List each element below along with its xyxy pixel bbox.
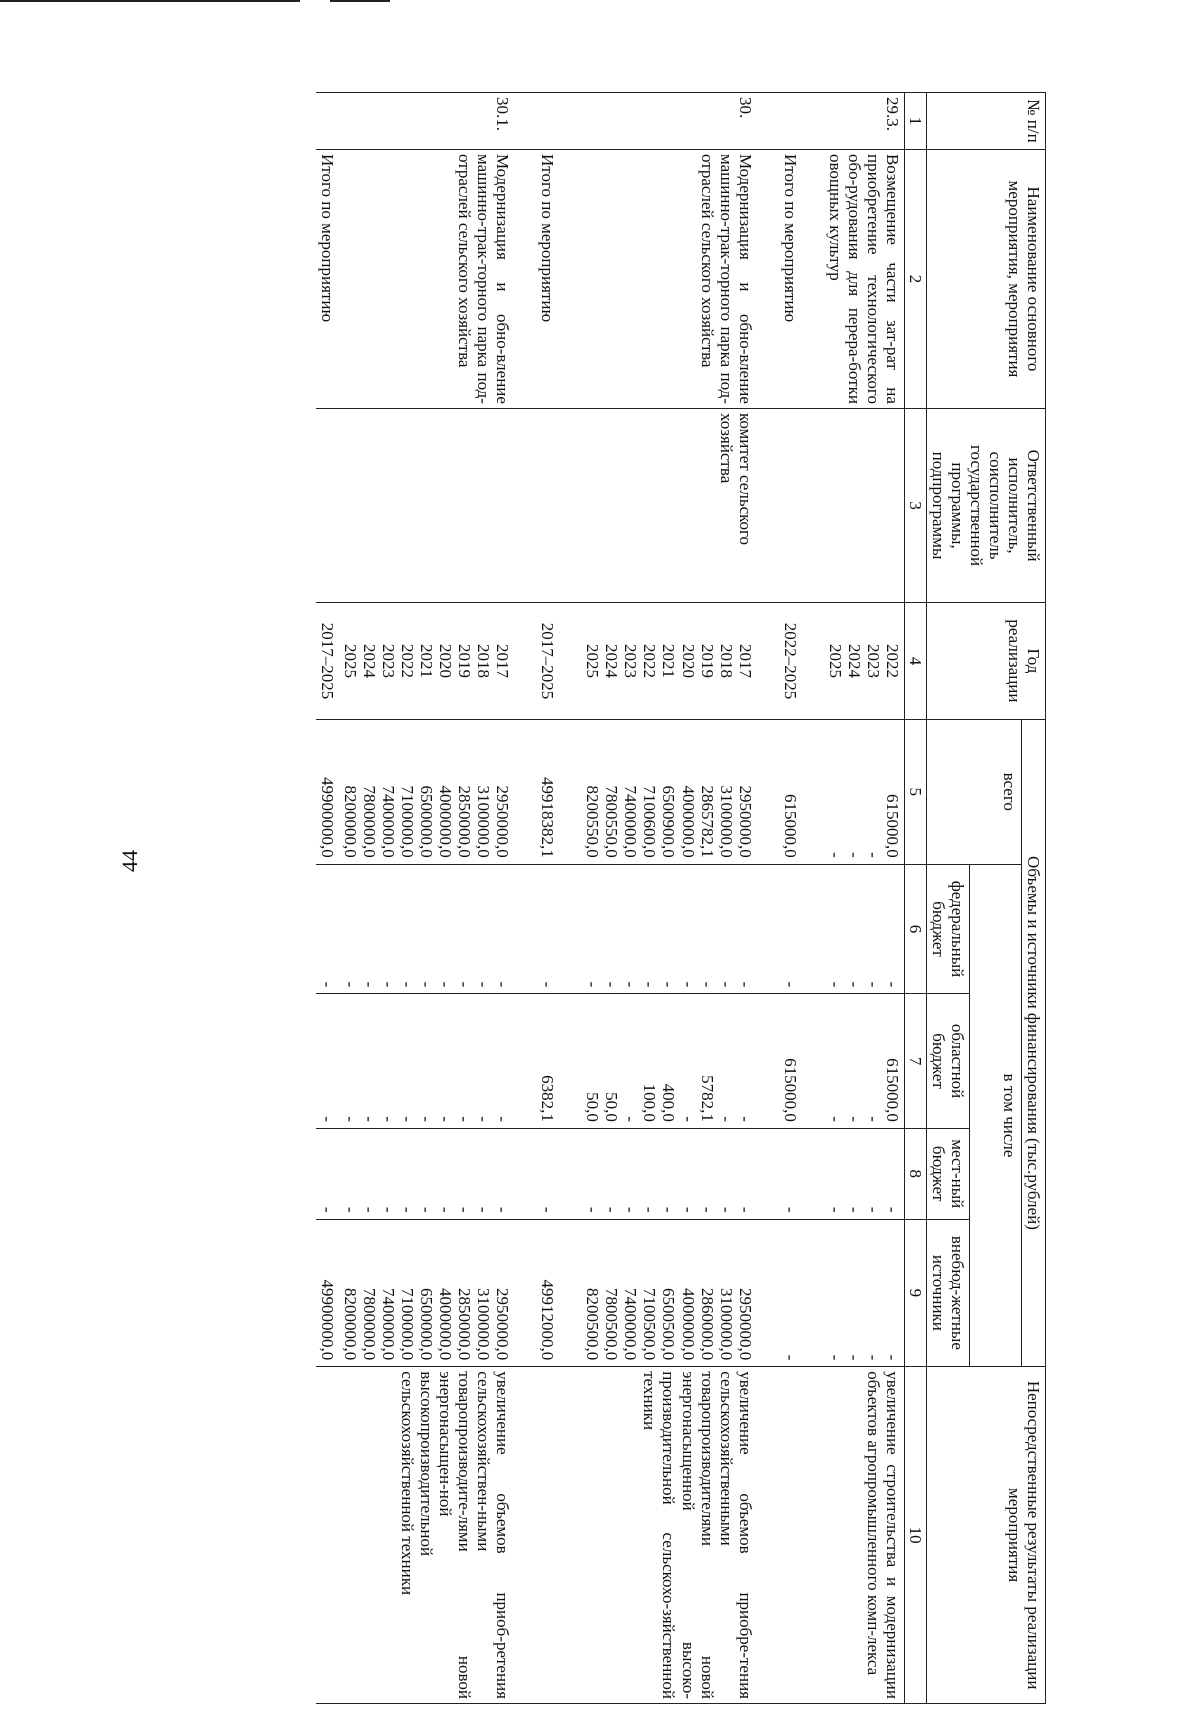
- extrabudget-amount: -: [779, 1219, 802, 1367]
- table-row-total: [779, 93, 802, 1704]
- measure-name: Итого по мероприятию: [779, 149, 802, 408]
- measure-name: Модернизация и обно-вление машинно-трак-торного парка под-отраслей сельского хозяйства: [339, 149, 514, 408]
- executor: [316, 408, 339, 602]
- result-text: увеличение объемов приобре-тения сельскохозяйственными товаропроизводителями новой энергонасыщенной высоко-производительной сельскохо-зяйственной техники: [581, 1367, 756, 1704]
- budget-table-sheet: [162, 92, 1046, 1704]
- row-number: 30.: [581, 93, 756, 150]
- result-text: увеличение объемов приоб-ретения сельскохозяйствен-ными товаропроизводите-лями новой энергонасыщен-ной высокопроизводительной сельскохозяйственной техники: [339, 1367, 514, 1704]
- page-number: 44: [117, 850, 142, 872]
- years: 2022 2023 2024 2025: [824, 603, 905, 720]
- years: 2017 2018 2019 2020 2021 2022 2023 2024 2025: [339, 603, 514, 720]
- local-amount: -: [316, 1128, 339, 1219]
- executor: комитет сельского хозяйства: [581, 408, 756, 602]
- measure-name: Итого по мероприятию: [316, 149, 339, 408]
- total-amount: 2950000,0 3100000,0 2850000,0 4000000,0 6500000,0 7100000,0 7400000,0 7800000,0 8200000,0: [339, 719, 514, 864]
- budget-table: [316, 92, 1046, 1704]
- local-amount: - - - - - - - - -: [339, 1128, 514, 1219]
- regional-amount: - - 5782,1 - 400,0 100,0 - 50,0 50,0: [581, 994, 756, 1129]
- column-number: 5: [904, 719, 926, 864]
- column-number: 10: [904, 1367, 926, 1704]
- executor: [339, 408, 514, 602]
- table-row: [824, 93, 905, 1704]
- header-executor: Ответственный исполнитель, соисполнитель государственной программы, подпрограммы: [926, 408, 1045, 602]
- federal-amount: -: [316, 864, 339, 993]
- federal-amount: -: [536, 864, 559, 993]
- scan-edge-line: [330, 0, 390, 2]
- table-row-total: [316, 93, 339, 1704]
- column-number: 2: [904, 149, 926, 408]
- regional-amount: 615000,0 - - -: [824, 994, 905, 1129]
- extrabudget-amount: 49900000,0: [316, 1219, 339, 1367]
- header-funding: Объемы и источники финансирования (тыс.рублей): [1021, 719, 1045, 1367]
- header-extrabudget: внебюд-жетные источники: [926, 1219, 969, 1367]
- spacer-row: [757, 93, 779, 1704]
- local-amount: - - - - - - - - -: [581, 1128, 756, 1219]
- spacer-row: [559, 93, 581, 1704]
- regional-amount: - - - - - - - - -: [339, 994, 514, 1129]
- years: 2017–2025: [536, 603, 559, 720]
- executor: [536, 408, 559, 602]
- row-number: [536, 93, 559, 150]
- header-total: всего: [926, 719, 1021, 864]
- measure-name: Модернизация и обно-вление машинно-трак-торного парка под-отраслей сельского хозяйства: [581, 149, 756, 408]
- column-number: 7: [904, 994, 926, 1129]
- column-number: 3: [904, 408, 926, 602]
- federal-amount: -: [779, 864, 802, 993]
- row-number: [316, 93, 339, 150]
- federal-amount: - - - -: [824, 864, 905, 993]
- column-number: 1: [904, 93, 926, 150]
- regional-amount: 615000,0: [779, 994, 802, 1129]
- result-text: [779, 1367, 802, 1704]
- measure-name: Возмещение части зат-рат на приобретение технологического обо-рудования для перера-ботки овощных культур: [824, 149, 905, 408]
- result-text: [316, 1367, 339, 1704]
- federal-amount: - - - - - - - - -: [581, 864, 756, 993]
- header-results: Непосредственные результаты реализации мероприятия: [926, 1367, 1045, 1704]
- spacer-row: [802, 93, 824, 1704]
- column-number: 4: [904, 603, 926, 720]
- extrabudget-amount: 2950000,0 3100000,0 2850000,0 4000000,0 6500000,0 7100000,0 7400000,0 7800000,0 8200000,0: [339, 1219, 514, 1367]
- spacer-row: [514, 93, 536, 1704]
- row-number: 29.3.: [824, 93, 905, 150]
- federal-amount: - - - - - - - - -: [339, 864, 514, 993]
- executor: [779, 408, 802, 602]
- extrabudget-amount: - - - -: [824, 1219, 905, 1367]
- header-num: № п/п: [926, 93, 1045, 150]
- row-number: [779, 93, 802, 150]
- total-amount: 49900000,0: [316, 719, 339, 864]
- header-including: в том числе: [969, 864, 1021, 1366]
- table-row: [339, 93, 514, 1704]
- column-number: 9: [904, 1219, 926, 1367]
- table-row-total: [536, 93, 559, 1704]
- column-number: 8: [904, 1128, 926, 1219]
- result-text: [536, 1367, 559, 1704]
- header-local: мест-ный бюджет: [926, 1128, 969, 1219]
- measure-name: Итого по мероприятию: [536, 149, 559, 408]
- total-amount: 2950000,0 3100000,0 2865782,1 4000000,0 6500900,0 7100600,0 7400000,0 7800550,0 8200550,0: [581, 719, 756, 864]
- local-amount: -: [536, 1128, 559, 1219]
- years: 2017–2025: [316, 603, 339, 720]
- local-amount: -: [779, 1128, 802, 1219]
- years: 2017 2018 2019 2020 2021 2022 2023 2024 2025: [581, 603, 756, 720]
- executor: [824, 408, 905, 602]
- header-regional: областной бюджет: [926, 994, 969, 1129]
- total-amount: 615000,0 - - -: [824, 719, 905, 864]
- regional-amount: -: [316, 994, 339, 1129]
- total-amount: 615000,0: [779, 719, 802, 864]
- table-row: [581, 93, 756, 1704]
- result-text: увеличение строительства и модернизации объектов агропромышленного комп-лекса: [824, 1367, 905, 1704]
- extrabudget-amount: 2950000,0 3100000,0 2860000,0 4000000,0 6500500,0 7100500,0 7400000,0 7800500,0 8200500,0: [581, 1219, 756, 1367]
- column-number-row: [904, 93, 926, 1704]
- header-federal: федеральный бюджет: [926, 864, 969, 993]
- regional-amount: 6382,1: [536, 994, 559, 1129]
- header-name: Наименование основного мероприятия, мероприятия: [926, 149, 1045, 408]
- column-number: 6: [904, 864, 926, 993]
- scan-edge-line: [0, 0, 300, 2]
- header-year: Год реализации: [926, 603, 1045, 720]
- total-amount: 49918382,1: [536, 719, 559, 864]
- extrabudget-amount: 49912000,0: [536, 1219, 559, 1367]
- years: 2022–2025: [779, 603, 802, 720]
- local-amount: - - - -: [824, 1128, 905, 1219]
- row-number: 30.1.: [339, 93, 514, 150]
